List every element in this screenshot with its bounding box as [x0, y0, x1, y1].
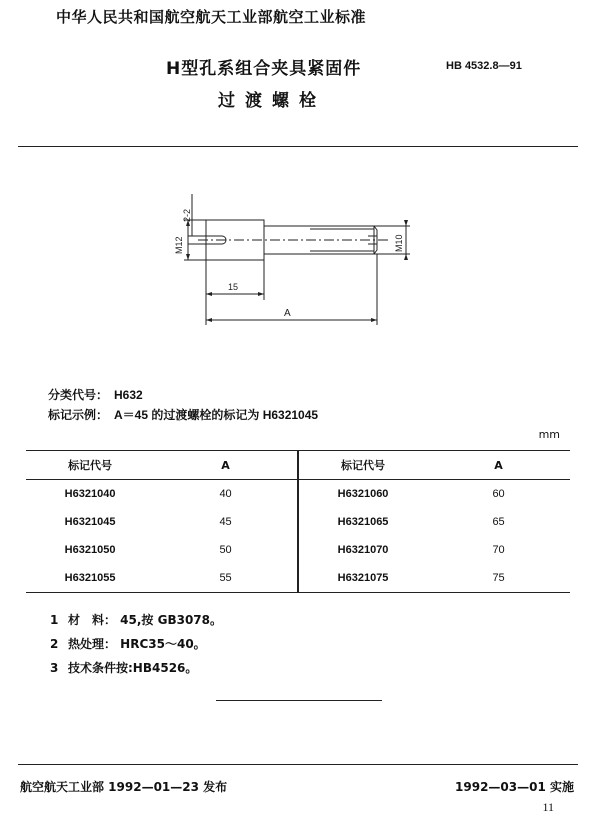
table-cell: H6321050	[64, 544, 116, 556]
dim-slot-label: 2-2	[182, 208, 192, 222]
standard-title: H型孔系组合夹具紧固件	[166, 59, 362, 79]
marking-example	[48, 406, 318, 423]
table-cell: H6321065	[337, 516, 389, 528]
table-cell: H6321070	[337, 544, 389, 556]
table-cell: 55	[154, 564, 298, 593]
dim-head-length-label: 15	[228, 282, 239, 292]
table-cell: 70	[492, 544, 505, 556]
standard-subtitle: 过渡螺栓	[218, 91, 326, 111]
table-cell: 50	[154, 536, 298, 564]
dim-total-length-label: A	[284, 308, 291, 319]
header-divider	[18, 146, 578, 147]
note-number: 3	[50, 661, 59, 675]
unit-label: mm	[538, 428, 560, 441]
note-item	[50, 656, 222, 680]
marking-example-label: 标记示例：	[48, 408, 109, 422]
note-text: 热处理： HRC35～40。	[68, 637, 206, 651]
table-row	[26, 508, 570, 536]
table-cell: 45	[154, 508, 298, 536]
note-text: 技术条件按:HB4526。	[68, 661, 198, 675]
marking-example-value: A＝45 的过渡螺栓的标记为 H6321045	[114, 408, 319, 422]
standard-number: HB 4532.8—91	[446, 60, 522, 72]
note-number: 2	[50, 637, 59, 651]
end-divider	[216, 700, 382, 701]
table-header: 标记代号	[26, 451, 154, 480]
classification-code	[48, 386, 143, 403]
note-item	[50, 608, 222, 632]
table-row	[26, 564, 570, 593]
issuing-authority-title: 中华人民共和国航空航天工业部航空工业标准	[56, 8, 367, 26]
table-cell: 40	[154, 480, 298, 509]
table-cell: H6321055	[26, 564, 154, 593]
page-number: 11	[542, 800, 554, 814]
dim-thread-label: M10	[394, 234, 404, 252]
table-cell: 60	[492, 488, 505, 500]
note-item	[50, 632, 222, 656]
table-header: A	[154, 451, 298, 480]
dim-head-label: M12	[174, 236, 184, 254]
table-header: 标记代号	[298, 451, 427, 480]
table-cell: H6321060	[337, 488, 389, 500]
table-cell: H6321040	[64, 488, 116, 500]
note-number: 1	[50, 613, 59, 627]
issue-date: 航空航天工业部 1992—01—23 发布	[20, 780, 228, 794]
effective-date: 1992—03—01 实施	[455, 780, 574, 794]
table-row	[26, 480, 570, 509]
table-cell: H6321045	[64, 516, 116, 528]
classification-code-value: H632	[114, 388, 143, 402]
bolt-drawing	[160, 180, 420, 330]
table-cell: 65	[492, 516, 505, 528]
notes-list	[50, 608, 222, 680]
table-header: A	[427, 451, 570, 480]
table-cell: 75	[427, 564, 570, 593]
classification-code-label: 分类代号：	[48, 388, 109, 402]
note-text: 材 料： 45,按 GB3078。	[68, 613, 223, 627]
specification-table	[26, 450, 570, 593]
footer-divider	[18, 764, 578, 765]
table-header-row	[26, 451, 570, 480]
table-cell: H6321075	[298, 564, 427, 593]
table-row	[26, 536, 570, 564]
